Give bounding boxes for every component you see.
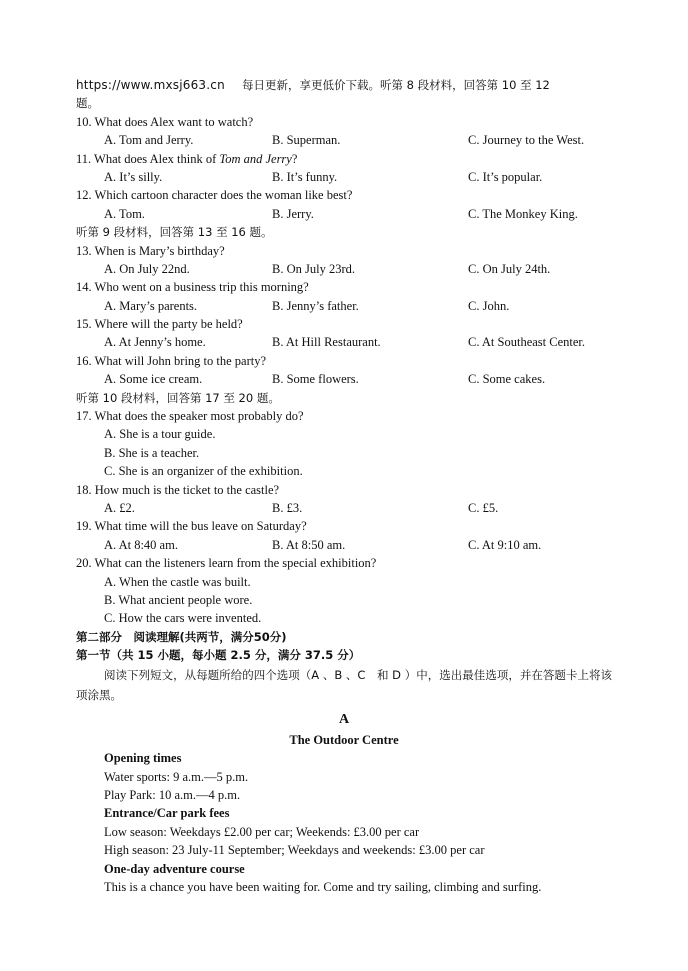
option-b: B. £3.: [272, 500, 303, 515]
option-a: A. Some ice cream.: [104, 372, 203, 387]
low-season-fees: Low season: Weekdays £2.00 per car; Weekends: £3.00 per car: [104, 824, 420, 839]
option-a: A. At Jenny’s home.: [104, 335, 206, 350]
options-12: [76, 205, 612, 223]
passage-letter: A: [338, 711, 350, 727]
option-a: A. It’s silly.: [104, 169, 163, 184]
header-line: [76, 76, 612, 94]
option-c: C. Journey to the West.: [468, 133, 585, 148]
header-notice: 每日更新，享更低价下载。听第 8 段材料，回答第 10 至 12: [242, 78, 550, 92]
section-1-title: 第一节（共 15 小题，每小题 2.5 分，满分 37.5 分）: [76, 648, 361, 663]
course-description: This is a chance you have been waiting for. Come and try sailing, climbing and surfing.: [104, 880, 542, 895]
option-c: C. On July 24th.: [468, 261, 551, 276]
section-10-heading: 听第 10 段材料，回答第 17 至 20 题。: [76, 390, 280, 405]
question-11: [76, 150, 612, 168]
water-sports-hours: Water sports: 9 a.m.—5 p.m.: [104, 769, 249, 784]
high-season-fees: High season: 23 July-11 September; Weekdays and weekends: £3.00 per car: [104, 843, 485, 858]
option-c: C. The Monkey King.: [468, 206, 578, 221]
opening-times-heading: Opening times: [104, 751, 182, 766]
option-c: C. She is an organizer of the exhibition.: [104, 464, 303, 479]
options-19: [76, 536, 612, 554]
option-a: A. £2.: [104, 500, 135, 515]
play-park-hours: Play Park: 10 a.m.—4 p.m.: [104, 788, 241, 803]
option-c: C. It’s popular.: [468, 169, 543, 184]
question-15: 15. Where will the party be held?: [76, 317, 243, 332]
options-18: [76, 499, 612, 517]
option-a: A. At 8:40 am.: [104, 537, 178, 552]
options-14: [76, 297, 612, 315]
option-c: C. Some cakes.: [468, 372, 546, 387]
options-10: [76, 131, 612, 149]
options-15: [76, 333, 612, 351]
option-a: A. Mary’s parents.: [104, 298, 198, 313]
question-11-text: 11. What does Alex think of: [76, 151, 220, 166]
option-b: B. On July 23rd.: [272, 261, 355, 276]
question-14: 14. Who went on a business trip this morning?: [76, 280, 309, 295]
options-16: [76, 370, 612, 388]
option-b: B. At 8:50 am.: [272, 537, 346, 552]
part-2-title: 第二部分 阅读理解(共两节，满分50分): [76, 629, 287, 644]
option-b: B. Superman.: [272, 133, 341, 148]
option-c: C. At 9:10 am.: [468, 537, 542, 552]
option-b: B. At Hill Restaurant.: [272, 335, 381, 350]
fees-heading: Entrance/Car park fees: [104, 806, 230, 821]
option-c: C. £5.: [468, 500, 499, 515]
question-17: 17. What does the speaker most probably do?: [76, 409, 304, 424]
option-b: B. Some flowers.: [272, 372, 359, 387]
question-16: 16. What will John bring to the party?: [76, 353, 267, 368]
options-13: [76, 260, 612, 278]
option-a: A. When the castle was built.: [104, 574, 251, 589]
reading-instructions: 阅读下列短文，从每题所给的四个选项（A 、B 、C 和 D ）中，选出最佳选项，并在答题卡上将该项涂黑。: [76, 667, 612, 702]
question-13: 13. When is Mary’s birthday?: [76, 243, 225, 258]
question-11-mark: ?: [291, 151, 298, 166]
question-18: 18. How much is the ticket to the castle?: [76, 482, 280, 497]
option-c: C. How the cars were invented.: [104, 611, 262, 626]
section-9-heading: 听第 9 段材料，回答第 13 至 16 题。: [76, 225, 273, 240]
option-b: B. Jerry.: [272, 206, 314, 221]
option-a: A. She is a tour guide.: [104, 427, 216, 442]
question-20: 20. What can the listeners learn from the special exhibition?: [76, 556, 377, 571]
option-b: B. What ancient people wore.: [104, 592, 253, 607]
option-b: B. It’s funny.: [272, 169, 338, 184]
question-10: 10. What does Alex want to watch?: [76, 114, 254, 129]
passage-title: The Outdoor Centre: [289, 732, 399, 747]
option-b: B. Jenny’s father.: [272, 298, 359, 313]
question-12: 12. Which cartoon character does the woman like best?: [76, 188, 353, 203]
option-c: C. John.: [468, 298, 510, 313]
option-a: A. Tom.: [104, 206, 145, 221]
site-url[interactable]: https://www.mxsj663.cn: [76, 78, 225, 92]
header-notice-cont: 题。: [76, 96, 99, 111]
question-19: 19. What time will the bus leave on Saturday?: [76, 519, 307, 534]
exam-page: [76, 76, 612, 896]
option-a: A. Tom and Jerry.: [104, 133, 194, 148]
course-heading: One-day adventure course: [104, 861, 245, 876]
option-a: A. On July 22nd.: [104, 261, 190, 276]
question-11-title: Tom and Jerry: [219, 151, 292, 166]
options-11: [76, 168, 612, 186]
option-b: B. She is a teacher.: [104, 445, 200, 460]
option-c: C. At Southeast Center.: [468, 335, 586, 350]
